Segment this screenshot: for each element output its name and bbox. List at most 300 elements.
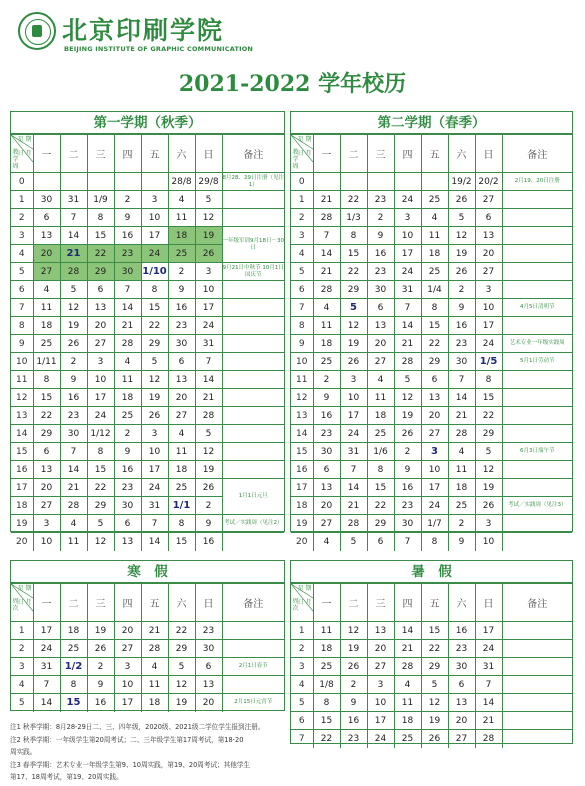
date-cell: 13 [33, 461, 60, 479]
date-cell: 19 [448, 245, 475, 263]
date-cell: 27 [168, 407, 195, 425]
date-cell: 17 [141, 227, 168, 245]
week-number: 1 [291, 191, 313, 209]
date-cell: 16 [367, 245, 394, 263]
date-cell: 22 [141, 317, 168, 335]
header-corner [11, 584, 33, 622]
note-cell [222, 353, 284, 371]
note-cell [502, 209, 572, 227]
header-weekday: 日 [475, 584, 502, 622]
header-weekday: 一 [313, 135, 340, 173]
date-cell: 24 [141, 245, 168, 263]
table-row [11, 479, 284, 497]
date-cell: 6 [313, 461, 340, 479]
corner-week-label: 周 次 [12, 598, 19, 612]
date-cell: 29 [475, 425, 502, 443]
date-cell: 21 [195, 389, 222, 407]
date-cell: 17 [33, 622, 60, 640]
date-cell: 11 [313, 317, 340, 335]
note-cell [222, 371, 284, 389]
date-cell: 2 [60, 353, 87, 371]
date-cell: 4 [313, 533, 340, 551]
header-weekday: 二 [60, 135, 87, 173]
week-number: 3 [291, 227, 313, 245]
date-cell: 31 [33, 658, 60, 676]
date-cell: 18 [367, 407, 394, 425]
header-weekday: 一 [33, 135, 60, 173]
week-number: 19 [291, 515, 313, 533]
date-cell: 14 [394, 317, 421, 335]
date-cell: 3 [114, 658, 141, 676]
date-cell: 27 [313, 515, 340, 533]
header-weekday: 日 [195, 584, 222, 622]
date-cell: 3 [340, 371, 367, 389]
corner-weekday-label: 星 期 [17, 136, 32, 143]
semester2-panel [290, 111, 573, 547]
date-cell: 21 [60, 479, 87, 497]
date-cell: 23 [114, 479, 141, 497]
week-number: 7 [291, 730, 313, 748]
date-cell: 7 [313, 227, 340, 245]
table-row [291, 353, 572, 371]
date-cell: 22 [168, 622, 195, 640]
header-notes: 备注 [222, 584, 284, 622]
date-cell: 2 [168, 263, 195, 281]
date-cell: 30 [114, 497, 141, 515]
header-weekday: 四 [394, 135, 421, 173]
week-number: 15 [11, 443, 33, 461]
date-cell: 18 [60, 622, 87, 640]
date-cell: 14 [475, 694, 502, 712]
table-row [11, 694, 284, 712]
date-cell: 27 [367, 658, 394, 676]
date-cell: 29/8 [195, 173, 222, 191]
date-cell: 27 [367, 353, 394, 371]
week-number: 20 [291, 533, 313, 551]
date-cell: 30 [448, 658, 475, 676]
date-cell: 2 [340, 676, 367, 694]
date-cell: 23 [448, 335, 475, 353]
table-row [11, 371, 284, 389]
note-cell: 2月15日元宵节 [222, 694, 284, 712]
date-cell: 7 [114, 281, 141, 299]
date-cell: 6 [367, 533, 394, 551]
date-cell: 6 [448, 676, 475, 694]
table-row [291, 209, 572, 227]
date-cell: 22 [340, 191, 367, 209]
date-cell: 11 [313, 622, 340, 640]
summer-break-panel [290, 560, 573, 744]
date-cell: 2 [114, 425, 141, 443]
date-cell: 4 [141, 658, 168, 676]
footnote-line: 周实践。 [10, 748, 37, 756]
date-cell: 26 [475, 497, 502, 515]
date-cell: 17 [340, 407, 367, 425]
date-cell: 16 [87, 694, 114, 712]
note-cell: 2月1日春节 [222, 658, 284, 676]
date-cell: 10 [33, 533, 60, 551]
date-cell: 8 [475, 371, 502, 389]
date-cell: 8 [141, 281, 168, 299]
date-cell: 31 [141, 497, 168, 515]
note-cell [502, 227, 572, 245]
date-cell: 11 [367, 389, 394, 407]
week-number: 7 [11, 299, 33, 317]
table-row [11, 622, 284, 640]
date-cell: 26 [394, 425, 421, 443]
week-number: 11 [11, 371, 33, 389]
semester2-title: 第二学期（春季） [291, 112, 572, 134]
date-cell: 3 [141, 191, 168, 209]
date-cell: 9 [340, 694, 367, 712]
date-cell: 10 [421, 461, 448, 479]
date-cell: 4 [394, 676, 421, 694]
date-cell: 27 [421, 425, 448, 443]
date-cell: 25 [60, 640, 87, 658]
date-cell: 17 [475, 622, 502, 640]
table-row [291, 676, 572, 694]
note-cell [222, 281, 284, 299]
note-cell [222, 191, 284, 209]
footnote-line: 注1 秋季学期：8月28-29日二、三、四年级，2020级、2021级二学位学生报到注册。 [10, 723, 265, 731]
date-cell: 31 [475, 658, 502, 676]
corner-date-label: 日 月 [297, 150, 312, 157]
week-number: 11 [291, 371, 313, 389]
date-cell: 5 [87, 515, 114, 533]
date-cell: 19 [475, 479, 502, 497]
date-cell: 20 [33, 479, 60, 497]
date-cell: 29 [367, 515, 394, 533]
school-seal-icon [18, 12, 56, 50]
date-cell: 7 [394, 533, 421, 551]
date-cell: 8 [87, 443, 114, 461]
date-cell: 29 [141, 335, 168, 353]
date-cell: 6 [33, 209, 60, 227]
date-cell [340, 173, 367, 191]
note-cell [502, 425, 572, 443]
note-cell [222, 209, 284, 227]
date-cell: 10 [394, 227, 421, 245]
date-cell: 28 [475, 730, 502, 748]
date-cell: 26 [60, 335, 87, 353]
date-cell: 1/8 [313, 676, 340, 694]
header-weekday: 四 [114, 135, 141, 173]
date-cell: 28 [141, 640, 168, 658]
date-cell: 7 [394, 299, 421, 317]
date-cell: 13 [114, 533, 141, 551]
date-cell: 1/12 [87, 425, 114, 443]
date-cell: 24 [141, 479, 168, 497]
date-cell: 26 [195, 479, 222, 497]
week-number: 17 [291, 479, 313, 497]
date-cell: 20 [87, 317, 114, 335]
table-row [291, 317, 572, 335]
date-cell: 21 [448, 407, 475, 425]
date-cell: 23 [367, 191, 394, 209]
note-cell [222, 335, 284, 353]
date-cell: 19 [340, 640, 367, 658]
date-cell: 3 [421, 443, 448, 461]
table-row [291, 335, 572, 353]
table-row [291, 173, 572, 191]
table-row [291, 299, 572, 317]
date-cell: 26 [87, 640, 114, 658]
date-cell: 4 [313, 299, 340, 317]
footnotes [10, 721, 580, 784]
date-cell: 11 [394, 694, 421, 712]
week-number: 6 [291, 712, 313, 730]
note-cell [502, 640, 572, 658]
date-cell: 5 [195, 425, 222, 443]
date-cell: 3 [475, 281, 502, 299]
date-cell: 18 [313, 335, 340, 353]
date-cell: 23 [60, 407, 87, 425]
date-cell: 20 [313, 497, 340, 515]
date-cell: 2 [313, 371, 340, 389]
header-weekday: 五 [421, 135, 448, 173]
date-cell: 16 [448, 622, 475, 640]
date-cell: 20 [195, 694, 222, 712]
note-cell [502, 407, 572, 425]
date-cell: 21 [394, 640, 421, 658]
note-cell [222, 443, 284, 461]
table-row [291, 425, 572, 443]
logo-chinese-name: 北京印刷学院 [62, 16, 225, 45]
date-cell: 30 [448, 353, 475, 371]
date-cell: 2 [367, 209, 394, 227]
note-cell: 9月21日中秋节 10月1日国庆节 [222, 263, 284, 281]
date-cell [60, 173, 87, 191]
header-notes: 备注 [502, 584, 572, 622]
date-cell: 25 [394, 730, 421, 748]
date-cell: 12 [87, 533, 114, 551]
date-cell: 22 [475, 407, 502, 425]
date-cell: 15 [421, 317, 448, 335]
date-cell: 6 [195, 658, 222, 676]
date-cell: 28 [448, 425, 475, 443]
header-weekday: 二 [60, 584, 87, 622]
week-number: 1 [11, 191, 33, 209]
note-cell [222, 676, 284, 694]
table-row [11, 353, 284, 371]
table-row [291, 640, 572, 658]
date-cell: 14 [141, 533, 168, 551]
week-number: 5 [291, 694, 313, 712]
date-cell: 23 [340, 730, 367, 748]
date-cell: 10 [87, 371, 114, 389]
date-cell: 1/10 [141, 263, 168, 281]
date-cell: 6 [114, 515, 141, 533]
date-cell: 29 [421, 658, 448, 676]
date-cell: 12 [340, 317, 367, 335]
date-cell: 8 [87, 209, 114, 227]
date-cell: 15 [141, 299, 168, 317]
date-cell [114, 173, 141, 191]
corner-date-label: 日 月 [297, 599, 312, 606]
week-number: 0 [11, 173, 33, 191]
date-cell [87, 173, 114, 191]
week-number: 2 [291, 640, 313, 658]
date-cell: 9 [168, 281, 195, 299]
week-number: 3 [291, 658, 313, 676]
week-number: 12 [291, 389, 313, 407]
date-cell: 8 [421, 533, 448, 551]
footnote-line: 第17、18周考试，第19、20周实践。 [10, 773, 123, 781]
note-cell: 1月1日元旦 [222, 479, 284, 515]
date-cell: 26 [340, 658, 367, 676]
date-cell: 20 [448, 712, 475, 730]
date-cell: 9 [394, 461, 421, 479]
date-cell: 8 [33, 371, 60, 389]
date-cell: 31 [394, 281, 421, 299]
date-cell: 13 [367, 317, 394, 335]
logo-english-name: BEIJING INSTITUTE OF GRAPHIC COMMUNICATION [64, 45, 254, 53]
date-cell: 26 [195, 245, 222, 263]
date-cell: 3 [33, 515, 60, 533]
date-cell: 14 [448, 389, 475, 407]
date-cell: 6 [475, 209, 502, 227]
date-cell: 24 [475, 335, 502, 353]
date-cell: 9 [448, 299, 475, 317]
winter-table [11, 583, 284, 712]
date-cell: 16 [114, 461, 141, 479]
date-cell: 29 [33, 425, 60, 443]
note-cell [502, 371, 572, 389]
header-weekday: 五 [141, 584, 168, 622]
date-cell: 18 [394, 712, 421, 730]
date-cell: 1/5 [475, 353, 502, 371]
table-row [11, 335, 284, 353]
date-cell: 24 [367, 730, 394, 748]
date-cell: 25 [168, 479, 195, 497]
note-cell: 6月3日端午节 [502, 443, 572, 461]
date-cell: 8 [340, 227, 367, 245]
footnote-line: 注2 秋季学期：一年级学生第20周考试；二、三年级学生第17周考试，第18-20 [10, 735, 244, 744]
date-cell: 23 [394, 497, 421, 515]
date-cell: 4 [367, 371, 394, 389]
date-cell: 12 [168, 676, 195, 694]
date-cell: 30 [114, 263, 141, 281]
date-cell: 15 [475, 389, 502, 407]
date-cell: 28 [195, 407, 222, 425]
date-cell: 2 [195, 497, 222, 515]
date-cell: 1/4 [421, 281, 448, 299]
date-cell: 9 [114, 209, 141, 227]
date-cell: 7 [340, 461, 367, 479]
date-cell: 24 [475, 640, 502, 658]
table-row [291, 281, 572, 299]
date-cell [367, 173, 394, 191]
week-number: 2 [291, 209, 313, 227]
semester1-title: 第一学期（秋季） [11, 112, 284, 134]
date-cell: 4 [114, 353, 141, 371]
note-cell: 考试／实践周（见注3） [502, 497, 572, 515]
table-row [11, 281, 284, 299]
date-cell: 12 [195, 209, 222, 227]
header-weekday: 三 [367, 584, 394, 622]
week-number: 4 [291, 245, 313, 263]
week-number: 20 [11, 533, 33, 551]
date-cell: 13 [313, 479, 340, 497]
date-cell: 20 [421, 407, 448, 425]
date-cell: 10 [475, 533, 502, 551]
date-cell: 30 [60, 425, 87, 443]
note-cell [502, 676, 572, 694]
date-cell: 10 [195, 281, 222, 299]
date-cell: 12 [475, 461, 502, 479]
date-cell: 22 [340, 263, 367, 281]
week-number: 3 [11, 227, 33, 245]
table-row [291, 497, 572, 515]
date-cell: 6 [367, 299, 394, 317]
note-cell: 8月28、29日注册（见注1） [222, 173, 284, 191]
date-cell: 2 [448, 281, 475, 299]
table-row [11, 173, 284, 191]
note-cell [222, 533, 284, 551]
date-cell: 13 [195, 676, 222, 694]
date-cell: 23 [195, 622, 222, 640]
date-cell: 9 [87, 676, 114, 694]
note-cell [502, 658, 572, 676]
date-cell: 19 [168, 694, 195, 712]
header-weekday: 三 [87, 135, 114, 173]
date-cell: 21 [141, 622, 168, 640]
footnote-line: 注3 春季学期：艺术专业一年级学生第9、10周实践，第19、20周考试；其他学生 [10, 760, 251, 769]
date-cell: 10 [367, 694, 394, 712]
week-number: 4 [11, 676, 33, 694]
week-number: 13 [11, 407, 33, 425]
date-cell: 2 [114, 191, 141, 209]
date-cell: 19 [141, 389, 168, 407]
header-weekday: 六 [448, 584, 475, 622]
note-cell: 一年级军训9月18日－30日 [222, 227, 284, 263]
date-cell: 18 [168, 227, 195, 245]
date-cell: 15 [60, 694, 87, 712]
note-cell [502, 245, 572, 263]
table-row [291, 407, 572, 425]
date-cell: 5 [141, 353, 168, 371]
page-title: 2021-2022 学年校历 [178, 71, 407, 97]
date-cell: 17 [141, 461, 168, 479]
date-cell: 25 [33, 335, 60, 353]
date-cell: 19 [87, 622, 114, 640]
corner-date-label: 日 月 [17, 599, 32, 606]
date-cell: 17 [195, 299, 222, 317]
table-row [11, 317, 284, 335]
date-cell: 8 [168, 515, 195, 533]
date-cell: 24 [33, 640, 60, 658]
week-number: 6 [11, 281, 33, 299]
date-cell: 11 [168, 443, 195, 461]
week-number: 4 [291, 676, 313, 694]
header-weekday: 一 [33, 584, 60, 622]
date-cell: 3 [475, 515, 502, 533]
table-row [11, 658, 284, 676]
date-cell: 25 [421, 263, 448, 281]
date-cell: 8 [313, 694, 340, 712]
date-cell: 19/2 [448, 173, 475, 191]
week-number: 10 [11, 353, 33, 371]
date-cell: 6 [168, 353, 195, 371]
week-number: 15 [291, 443, 313, 461]
date-cell: 29 [340, 281, 367, 299]
date-cell: 12 [340, 622, 367, 640]
date-cell: 29 [168, 640, 195, 658]
date-cell: 17 [367, 712, 394, 730]
table-row [291, 694, 572, 712]
date-cell [33, 173, 60, 191]
date-cell: 16 [313, 407, 340, 425]
